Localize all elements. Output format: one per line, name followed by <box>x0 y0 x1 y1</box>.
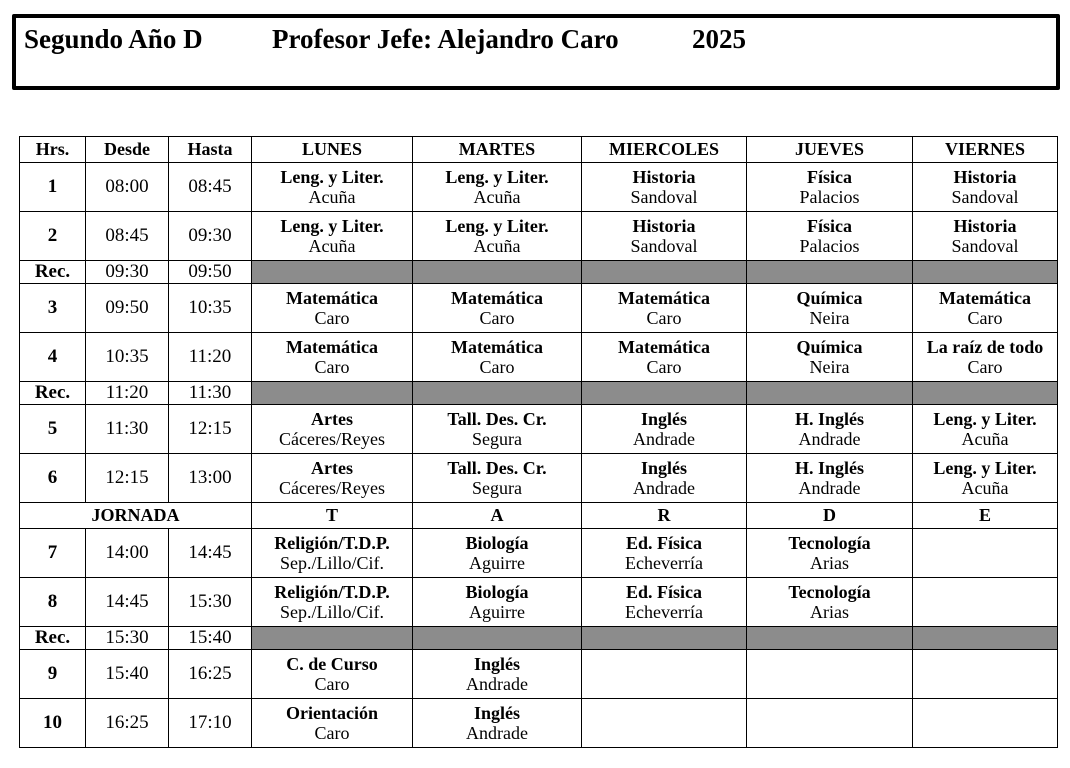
period-number: 4 <box>20 333 86 382</box>
subject-name: Religión/T.D.P. <box>274 582 390 602</box>
teacher-name: Segura <box>472 478 522 498</box>
class-entry <box>582 337 746 377</box>
class-cell <box>913 529 1058 578</box>
col-header-viernes: VIERNES <box>913 137 1058 163</box>
class-entry <box>747 216 912 256</box>
jornada-letter: A <box>413 503 582 529</box>
period-number: Rec. <box>20 261 86 284</box>
period-number: 8 <box>20 578 86 627</box>
class-cell <box>252 212 413 261</box>
class-cell <box>252 650 413 699</box>
teacher-name: Andrade <box>798 478 861 498</box>
class-cell <box>582 284 747 333</box>
subject-name: Física <box>807 216 852 236</box>
class-entry <box>582 533 746 573</box>
start-time: 11:30 <box>86 405 169 454</box>
subject-name: Religión/T.D.P. <box>274 533 390 553</box>
teacher-name: Echeverría <box>625 602 703 622</box>
class-cell <box>582 650 747 699</box>
class-entry <box>913 458 1057 498</box>
class-row <box>20 578 1058 627</box>
start-time: 09:30 <box>86 261 169 284</box>
subject-name: Historia <box>632 167 696 187</box>
subject-name: Leng. y Liter. <box>933 409 1037 429</box>
teacher-name: Sandoval <box>951 236 1019 256</box>
recess-block <box>582 261 747 284</box>
class-cell <box>582 405 747 454</box>
class-entry <box>913 216 1057 256</box>
class-entry <box>413 216 581 256</box>
recess-block <box>413 382 582 405</box>
period-number: 2 <box>20 212 86 261</box>
class-cell <box>252 578 413 627</box>
teacher-name: Cáceres/Reyes <box>279 429 385 449</box>
class-cell <box>413 212 582 261</box>
subject-name: Ed. Física <box>625 533 702 553</box>
start-time: 14:00 <box>86 529 169 578</box>
start-time: 11:20 <box>86 382 169 405</box>
start-time: 15:40 <box>86 650 169 699</box>
class-row <box>20 212 1058 261</box>
end-time: 15:40 <box>169 627 252 650</box>
period-number: Rec. <box>20 627 86 650</box>
teacher-name: Andrade <box>633 478 695 498</box>
class-cell <box>747 333 913 382</box>
recess-block <box>913 382 1058 405</box>
recess-block <box>252 627 413 650</box>
period-number: 10 <box>20 699 86 748</box>
teacher-name: Sep./Lillo/Cif. <box>279 553 384 573</box>
subject-name: Inglés <box>640 409 687 429</box>
class-row <box>20 333 1058 382</box>
class-cell <box>252 333 413 382</box>
subject-name: Artes <box>311 409 353 429</box>
teacher-name: Aguirre <box>469 602 525 622</box>
jornada-letter: T <box>252 503 413 529</box>
teacher-name: Caro <box>314 723 350 743</box>
class-entry <box>252 582 412 622</box>
teacher-name: Neira <box>809 357 850 377</box>
schedule-body <box>20 163 1058 748</box>
end-time: 16:25 <box>169 650 252 699</box>
class-entry <box>413 654 581 694</box>
subject-name: Matemática <box>451 288 543 308</box>
jornada-letter: R <box>582 503 747 529</box>
class-cell <box>413 163 582 212</box>
subject-name: Biología <box>465 582 529 602</box>
start-time: 09:50 <box>86 284 169 333</box>
end-time: 15:30 <box>169 578 252 627</box>
teacher-name: Caro <box>479 308 515 328</box>
end-time: 14:45 <box>169 529 252 578</box>
col-header-martes: MARTES <box>413 137 582 163</box>
start-time: 10:35 <box>86 333 169 382</box>
class-entry <box>252 533 412 573</box>
class-entry <box>747 582 912 622</box>
subject-name: Tall. Des. Cr. <box>447 458 547 478</box>
subject-name: Historia <box>632 216 696 236</box>
subject-name: Historia <box>953 216 1017 236</box>
subject-name: Matemática <box>451 337 543 357</box>
period-number: 7 <box>20 529 86 578</box>
teacher-name: Andrade <box>466 674 528 694</box>
recess-block <box>582 382 747 405</box>
class-cell <box>582 454 747 503</box>
subject-name: H. Inglés <box>794 458 864 478</box>
end-time: 13:00 <box>169 454 252 503</box>
teacher-name: Palacios <box>799 187 860 207</box>
class-entry <box>252 654 412 694</box>
teacher-name: Cáceres/Reyes <box>279 478 385 498</box>
subject-name: H. Inglés <box>794 409 864 429</box>
recess-block <box>913 627 1058 650</box>
teacher-name: Acuña <box>308 236 356 256</box>
subject-name: Inglés <box>640 458 687 478</box>
subject-name: Leng. y Liter. <box>280 167 384 187</box>
end-time: 12:15 <box>169 405 252 454</box>
start-time: 16:25 <box>86 699 169 748</box>
class-entry <box>747 458 912 498</box>
subject-name: Historia <box>953 167 1017 187</box>
class-entry <box>913 288 1057 328</box>
class-cell <box>413 650 582 699</box>
teacher-name: Andrade <box>798 429 861 449</box>
class-entry <box>252 409 412 449</box>
class-cell <box>913 284 1058 333</box>
class-cell <box>582 212 747 261</box>
class-cell <box>747 284 913 333</box>
class-entry <box>747 409 912 449</box>
class-cell <box>747 212 913 261</box>
end-time: 17:10 <box>169 699 252 748</box>
subject-name: Inglés <box>473 703 520 723</box>
teacher-name: Caro <box>646 308 682 328</box>
class-entry <box>582 582 746 622</box>
class-cell <box>747 699 913 748</box>
class-cell <box>582 529 747 578</box>
teacher-name: Caro <box>314 674 350 694</box>
subject-name: Tecnología <box>788 582 871 602</box>
school-year: 2025 <box>692 24 746 54</box>
class-entry <box>413 458 581 498</box>
class-entry <box>252 167 412 207</box>
recess-row <box>20 261 1058 284</box>
class-cell <box>252 284 413 333</box>
teacher-name: Sandoval <box>630 187 698 207</box>
teacher-name: Acuña <box>473 187 521 207</box>
recess-row <box>20 627 1058 650</box>
teacher-name: Acuña <box>308 187 356 207</box>
head-teacher: Profesor Jefe: Alejandro Caro <box>272 24 619 54</box>
class-entry <box>582 216 746 256</box>
subject-name: Matemática <box>939 288 1031 308</box>
subject-name: Orientación <box>286 703 378 723</box>
class-row <box>20 650 1058 699</box>
teacher-name: Sandoval <box>951 187 1019 207</box>
class-row <box>20 454 1058 503</box>
class-cell <box>252 454 413 503</box>
recess-block <box>252 382 413 405</box>
class-cell <box>747 405 913 454</box>
class-entry <box>252 216 412 256</box>
subject-name: Química <box>796 288 863 308</box>
class-entry <box>747 167 912 207</box>
subject-name: Matemática <box>618 337 710 357</box>
class-cell <box>913 699 1058 748</box>
class-entry <box>252 288 412 328</box>
class-entry <box>582 458 746 498</box>
class-cell <box>582 163 747 212</box>
class-entry <box>413 409 581 449</box>
teacher-name: Caro <box>967 308 1003 328</box>
header-row <box>20 137 1058 163</box>
class-cell <box>252 699 413 748</box>
class-cell <box>582 699 747 748</box>
class-cell <box>413 333 582 382</box>
period-number: 5 <box>20 405 86 454</box>
teacher-name: Caro <box>314 308 350 328</box>
class-cell <box>747 578 913 627</box>
teacher-name: Acuña <box>961 478 1009 498</box>
subject-name: Tecnología <box>788 533 871 553</box>
subject-name: Leng. y Liter. <box>933 458 1037 478</box>
recess-block <box>413 627 582 650</box>
period-number: Rec. <box>20 382 86 405</box>
class-cell <box>252 163 413 212</box>
class-entry <box>747 533 912 573</box>
class-cell <box>413 405 582 454</box>
class-entry <box>413 533 581 573</box>
teacher-name: Palacios <box>799 236 860 256</box>
class-row <box>20 529 1058 578</box>
recess-block <box>747 382 913 405</box>
period-number: 9 <box>20 650 86 699</box>
period-number: 6 <box>20 454 86 503</box>
class-cell <box>413 284 582 333</box>
col-header-hasta: Hasta <box>169 137 252 163</box>
jornada-letter: D <box>747 503 913 529</box>
teacher-name: Sandoval <box>630 236 698 256</box>
teacher-name: Andrade <box>466 723 528 743</box>
recess-row <box>20 382 1058 405</box>
class-entry <box>252 703 412 743</box>
teacher-name: Acuña <box>473 236 521 256</box>
schedule-table <box>19 136 1058 748</box>
jornada-letter: E <box>913 503 1058 529</box>
subject-name: Tall. Des. Cr. <box>447 409 547 429</box>
teacher-name: Segura <box>472 429 522 449</box>
class-cell <box>582 578 747 627</box>
class-cell <box>913 650 1058 699</box>
subject-name: La raíz de todo <box>926 337 1044 357</box>
subject-name: Biología <box>465 533 529 553</box>
recess-block <box>582 627 747 650</box>
class-cell <box>413 529 582 578</box>
col-header-lunes: LUNES <box>252 137 413 163</box>
recess-block <box>747 627 913 650</box>
col-header-desde: Desde <box>86 137 169 163</box>
start-time: 08:00 <box>86 163 169 212</box>
class-cell <box>747 163 913 212</box>
class-cell <box>582 333 747 382</box>
class-entry <box>413 288 581 328</box>
class-cell <box>747 650 913 699</box>
recess-block <box>252 261 413 284</box>
start-time: 15:30 <box>86 627 169 650</box>
end-time: 08:45 <box>169 163 252 212</box>
subject-name: C. de Curso <box>286 654 378 674</box>
class-entry <box>747 288 912 328</box>
teacher-name: Arias <box>810 553 849 573</box>
class-cell <box>252 405 413 454</box>
header-box <box>12 14 1060 90</box>
end-time: 11:30 <box>169 382 252 405</box>
class-cell <box>413 699 582 748</box>
class-row <box>20 163 1058 212</box>
class-entry <box>913 337 1057 377</box>
end-time: 09:30 <box>169 212 252 261</box>
class-entry <box>582 288 746 328</box>
teacher-name: Echeverría <box>625 553 703 573</box>
class-cell <box>413 454 582 503</box>
jornada-row <box>20 503 1058 529</box>
class-row <box>20 405 1058 454</box>
subject-name: Química <box>796 337 863 357</box>
class-cell <box>913 454 1058 503</box>
subject-name: Matemática <box>618 288 710 308</box>
class-entry <box>413 337 581 377</box>
end-time: 10:35 <box>169 284 252 333</box>
teacher-name: Acuña <box>961 429 1009 449</box>
class-cell <box>747 454 913 503</box>
recess-block <box>913 261 1058 284</box>
subject-name: Leng. y Liter. <box>445 216 549 236</box>
class-cell <box>913 405 1058 454</box>
class-entry <box>252 458 412 498</box>
subject-name: Leng. y Liter. <box>445 167 549 187</box>
recess-block <box>747 261 913 284</box>
subject-name: Ed. Física <box>625 582 702 602</box>
col-header-miercoles: MIERCOLES <box>582 137 747 163</box>
teacher-name: Caro <box>479 357 515 377</box>
subject-name: Inglés <box>473 654 520 674</box>
start-time: 14:45 <box>86 578 169 627</box>
class-cell <box>252 529 413 578</box>
teacher-name: Caro <box>646 357 682 377</box>
class-entry <box>582 409 746 449</box>
teacher-name: Aguirre <box>469 553 525 573</box>
class-entry <box>413 703 581 743</box>
subject-name: Artes <box>311 458 353 478</box>
teacher-name: Sep./Lillo/Cif. <box>279 602 384 622</box>
teacher-name: Andrade <box>633 429 695 449</box>
period-number: 1 <box>20 163 86 212</box>
teacher-name: Caro <box>967 357 1003 377</box>
start-time: 08:45 <box>86 212 169 261</box>
class-row <box>20 699 1058 748</box>
class-row <box>20 284 1058 333</box>
subject-name: Leng. y Liter. <box>280 216 384 236</box>
class-entry <box>413 167 581 207</box>
class-entry <box>252 337 412 377</box>
col-header-jueves: JUEVES <box>747 137 913 163</box>
teacher-name: Caro <box>314 357 350 377</box>
period-number: 3 <box>20 284 86 333</box>
jornada-label: JORNADA <box>20 503 252 529</box>
class-entry <box>582 167 746 207</box>
recess-block <box>413 261 582 284</box>
col-header-hrs: Hrs. <box>20 137 86 163</box>
teacher-name: Neira <box>809 308 850 328</box>
class-cell <box>913 163 1058 212</box>
class-cell <box>913 578 1058 627</box>
start-time: 12:15 <box>86 454 169 503</box>
class-cell <box>413 578 582 627</box>
class-entry <box>413 582 581 622</box>
subject-name: Matemática <box>286 288 378 308</box>
end-time: 11:20 <box>169 333 252 382</box>
class-cell <box>913 333 1058 382</box>
course-title: Segundo Año D <box>24 24 203 54</box>
class-cell <box>913 212 1058 261</box>
class-entry <box>747 337 912 377</box>
class-entry <box>913 167 1057 207</box>
class-cell <box>747 529 913 578</box>
end-time: 09:50 <box>169 261 252 284</box>
class-entry <box>913 409 1057 449</box>
subject-name: Física <box>807 167 852 187</box>
subject-name: Matemática <box>286 337 378 357</box>
teacher-name: Arias <box>810 602 849 622</box>
